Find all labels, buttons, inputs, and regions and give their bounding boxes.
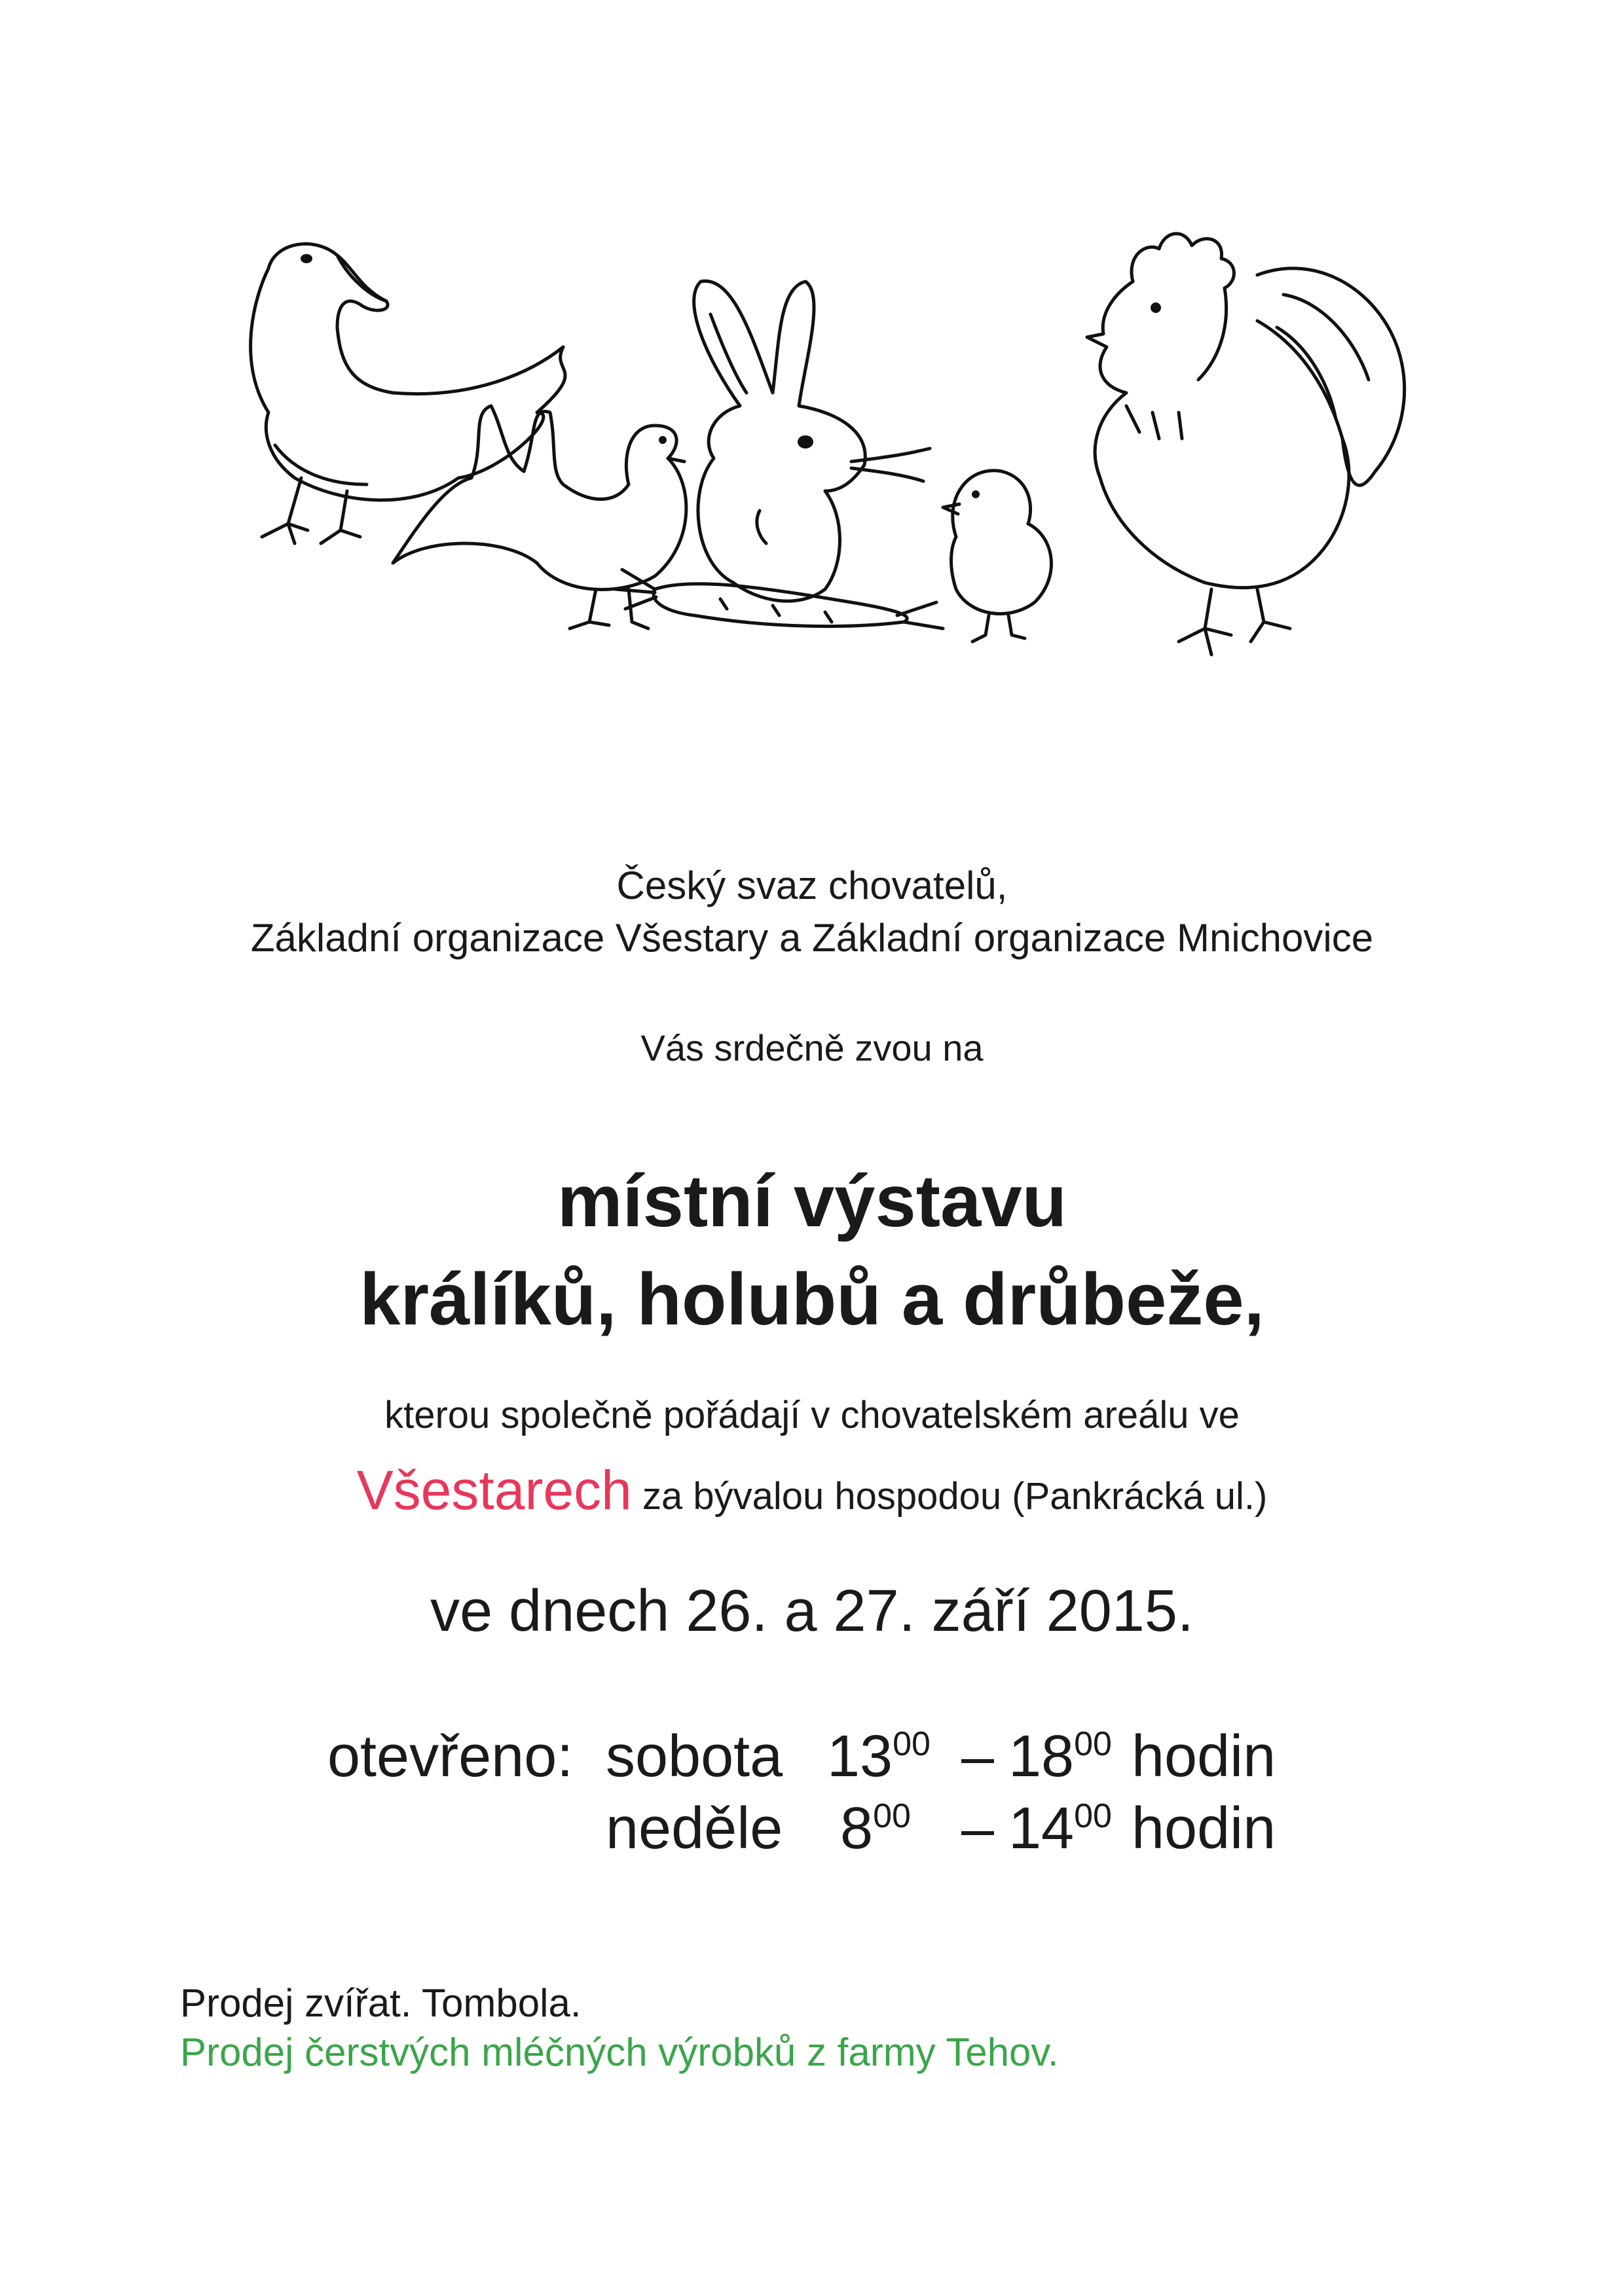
hours-to: $18^{00}$ <box>1008 1724 1112 1789</box>
hours-to: $14^{00}$ <box>1008 1796 1112 1861</box>
chick-drawing <box>943 471 1051 642</box>
event-dates: ve dnech 26. a 27. září 2015. <box>430 1578 1194 1644</box>
title-line-2: králíků, holubů a drůbeže, <box>360 1258 1264 1340</box>
rabbit-drawing <box>694 281 930 601</box>
hours-day: sobota <box>606 1724 783 1789</box>
sale-note: Prodej zvířat. Tombola. <box>180 1981 581 2025</box>
hours-label: otevřeno: <box>327 1724 574 1789</box>
hours-unit: hodin <box>1132 1724 1276 1789</box>
hours-unit: hodin <box>1132 1796 1276 1861</box>
hours-from: $8^{00}$ <box>840 1796 911 1861</box>
pigeon-drawing <box>393 406 686 629</box>
venue-detail: za bývalou hospodou (Pankrácká ul.) <box>642 1475 1268 1518</box>
hours-dash: – <box>961 1724 995 1789</box>
hours-day: neděle <box>606 1796 783 1861</box>
organizer-line-1: Český svaz chovatelů, <box>616 864 1008 907</box>
organizer-line-2: Základní organizace Všestary a Základní organizace Mnichovice <box>250 916 1374 960</box>
rooster-drawing <box>1087 234 1405 655</box>
venue-place-name: Všestarech <box>356 1459 632 1521</box>
hours-from: $13^{00}$ <box>827 1724 931 1789</box>
title-line-1: místní výstavu <box>557 1160 1067 1242</box>
hours-dash: – <box>961 1796 995 1861</box>
animals-illustration <box>196 196 1480 818</box>
farm-note: Prodej čerstvých mléčných výrobků z farmy Tehov. <box>180 2030 1059 2074</box>
invitation-text: Vás srdečně zvou na <box>640 1027 984 1068</box>
venue-location <box>0 1459 1624 1522</box>
venue-intro: kterou společně pořádají v chovatelském areálu ve <box>384 1394 1240 1436</box>
duck-drawing <box>251 244 565 543</box>
